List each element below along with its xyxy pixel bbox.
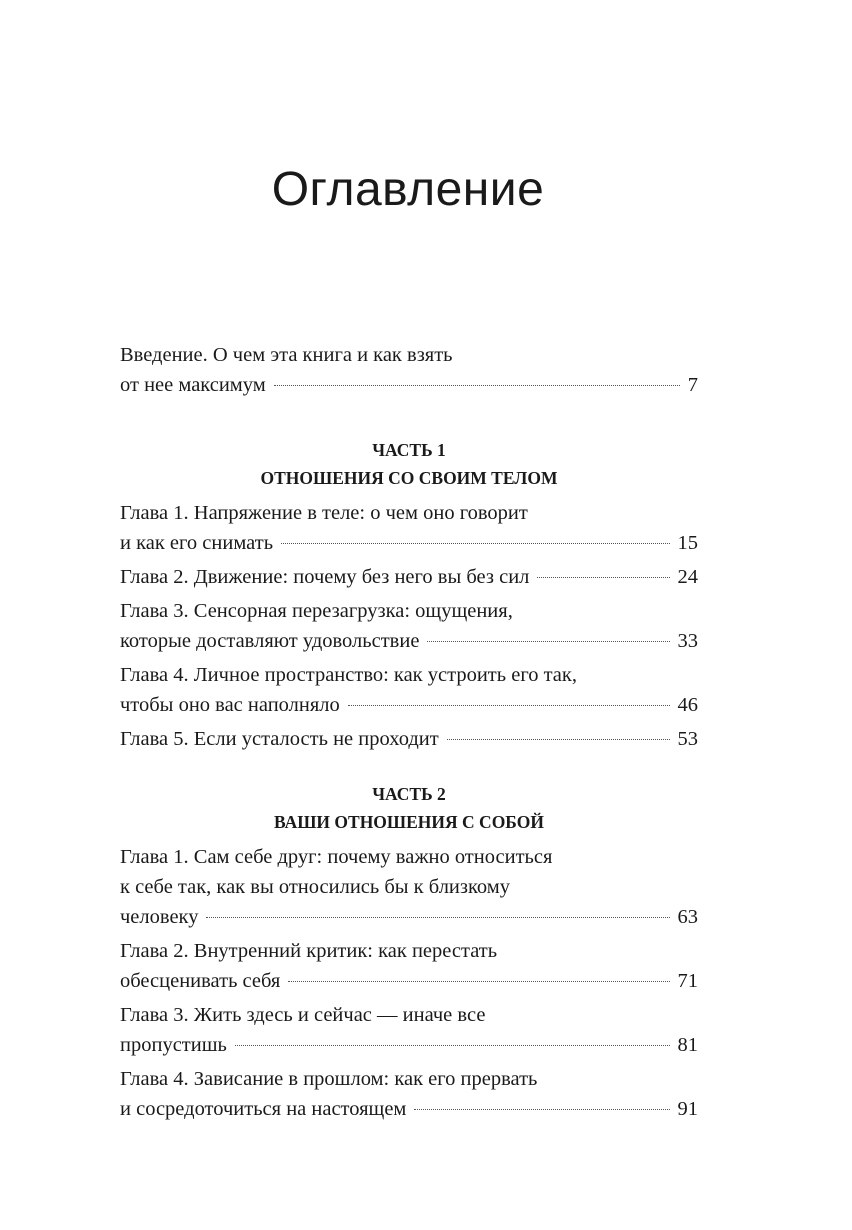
dot-leader: [288, 981, 669, 982]
toc-entry-line: чтобы оно вас наполняло: [120, 694, 340, 716]
page-number: 71: [677, 970, 698, 992]
toc-entry-line: Глава 4. Личное пространство: как устроить его так,: [120, 664, 577, 686]
toc-entry-line: которые доставляют удовольствие: [120, 630, 420, 652]
toc-entry-line: Глава 3. Сенсорная перезагрузка: ощущения,: [120, 600, 513, 622]
part-title: ВАШИ ОТНОШЕНИЯ С СОБОЙ: [274, 812, 544, 832]
toc-entry-line: человеку: [120, 906, 199, 928]
toc-entry-intro[interactable]: [120, 340, 698, 400]
toc-entry-line: Глава 1. Сам себе друг: почему важно относиться: [120, 846, 553, 868]
dot-leader: [348, 705, 670, 706]
page-number: 63: [677, 906, 698, 928]
toc-entry-part1-chapter1[interactable]: [120, 498, 698, 558]
toc-entry-part2-chapter2[interactable]: [120, 936, 698, 996]
toc-entry-line: и как его снимать: [120, 532, 274, 554]
toc-entry-part1-chapter4[interactable]: [120, 660, 698, 720]
page-number: 46: [677, 694, 698, 716]
dot-leader: [235, 1045, 670, 1046]
page-title: Оглавление: [271, 163, 545, 216]
toc-entry-line: от нее максимум: [120, 374, 266, 396]
toc-entry-line: к себе так, как вы относились бы к близкому: [120, 876, 510, 898]
toc-entry-part1-chapter5[interactable]: [120, 724, 698, 754]
dot-leader: [537, 577, 669, 578]
toc-entry-part2-chapter3[interactable]: [120, 1000, 698, 1060]
part-label: ЧАСТЬ 2: [372, 784, 446, 804]
part-1-section: [120, 436, 698, 754]
toc-entry-part1-chapter2[interactable]: [120, 562, 698, 592]
toc-entry-part2-chapter1[interactable]: [120, 842, 698, 932]
dot-leader: [206, 917, 669, 918]
dot-leader: [281, 543, 669, 544]
toc-entry-part2-chapter4[interactable]: [120, 1064, 698, 1124]
toc-entry-line: Глава 1. Напряжение в теле: о чем оно говорит: [120, 502, 528, 524]
part-2-section: [120, 780, 698, 1124]
part-label: ЧАСТЬ 1: [372, 440, 446, 460]
toc-entry-line: Глава 5. Если усталость не проходит: [120, 728, 439, 750]
dot-leader: [427, 641, 669, 642]
dot-leader: [414, 1109, 669, 1110]
toc-entry-line: и сосредоточиться на настоящем: [120, 1098, 407, 1120]
page-number: 15: [677, 532, 698, 554]
toc-entry-line: Глава 2. Движение: почему без него вы без сил: [120, 566, 530, 588]
table-of-contents: [120, 340, 698, 1128]
dot-leader: [447, 739, 670, 740]
toc-entry-line: Введение. О чем эта книга и как взять: [120, 344, 453, 366]
toc-entry-part1-chapter3[interactable]: [120, 596, 698, 656]
page-number: 7: [687, 374, 698, 396]
toc-entry-line: Глава 3. Жить здесь и сейчас — иначе все: [120, 1004, 486, 1026]
toc-entry-line: обесценивать себя: [120, 970, 281, 992]
page-number: 33: [677, 630, 698, 652]
part-title: ОТНОШЕНИЯ СО СВОИМ ТЕЛОМ: [260, 468, 558, 488]
page-number: 24: [677, 566, 698, 588]
page-number: 81: [677, 1034, 698, 1056]
page-number: 53: [677, 728, 698, 750]
toc-entry-line: Глава 4. Зависание в прошлом: как его прервать: [120, 1068, 538, 1090]
page-number: 91: [677, 1098, 698, 1120]
toc-entry-line: Глава 2. Внутренний критик: как перестать: [120, 940, 498, 962]
dot-leader: [274, 385, 680, 386]
toc-entry-line: пропустишь: [120, 1034, 227, 1056]
